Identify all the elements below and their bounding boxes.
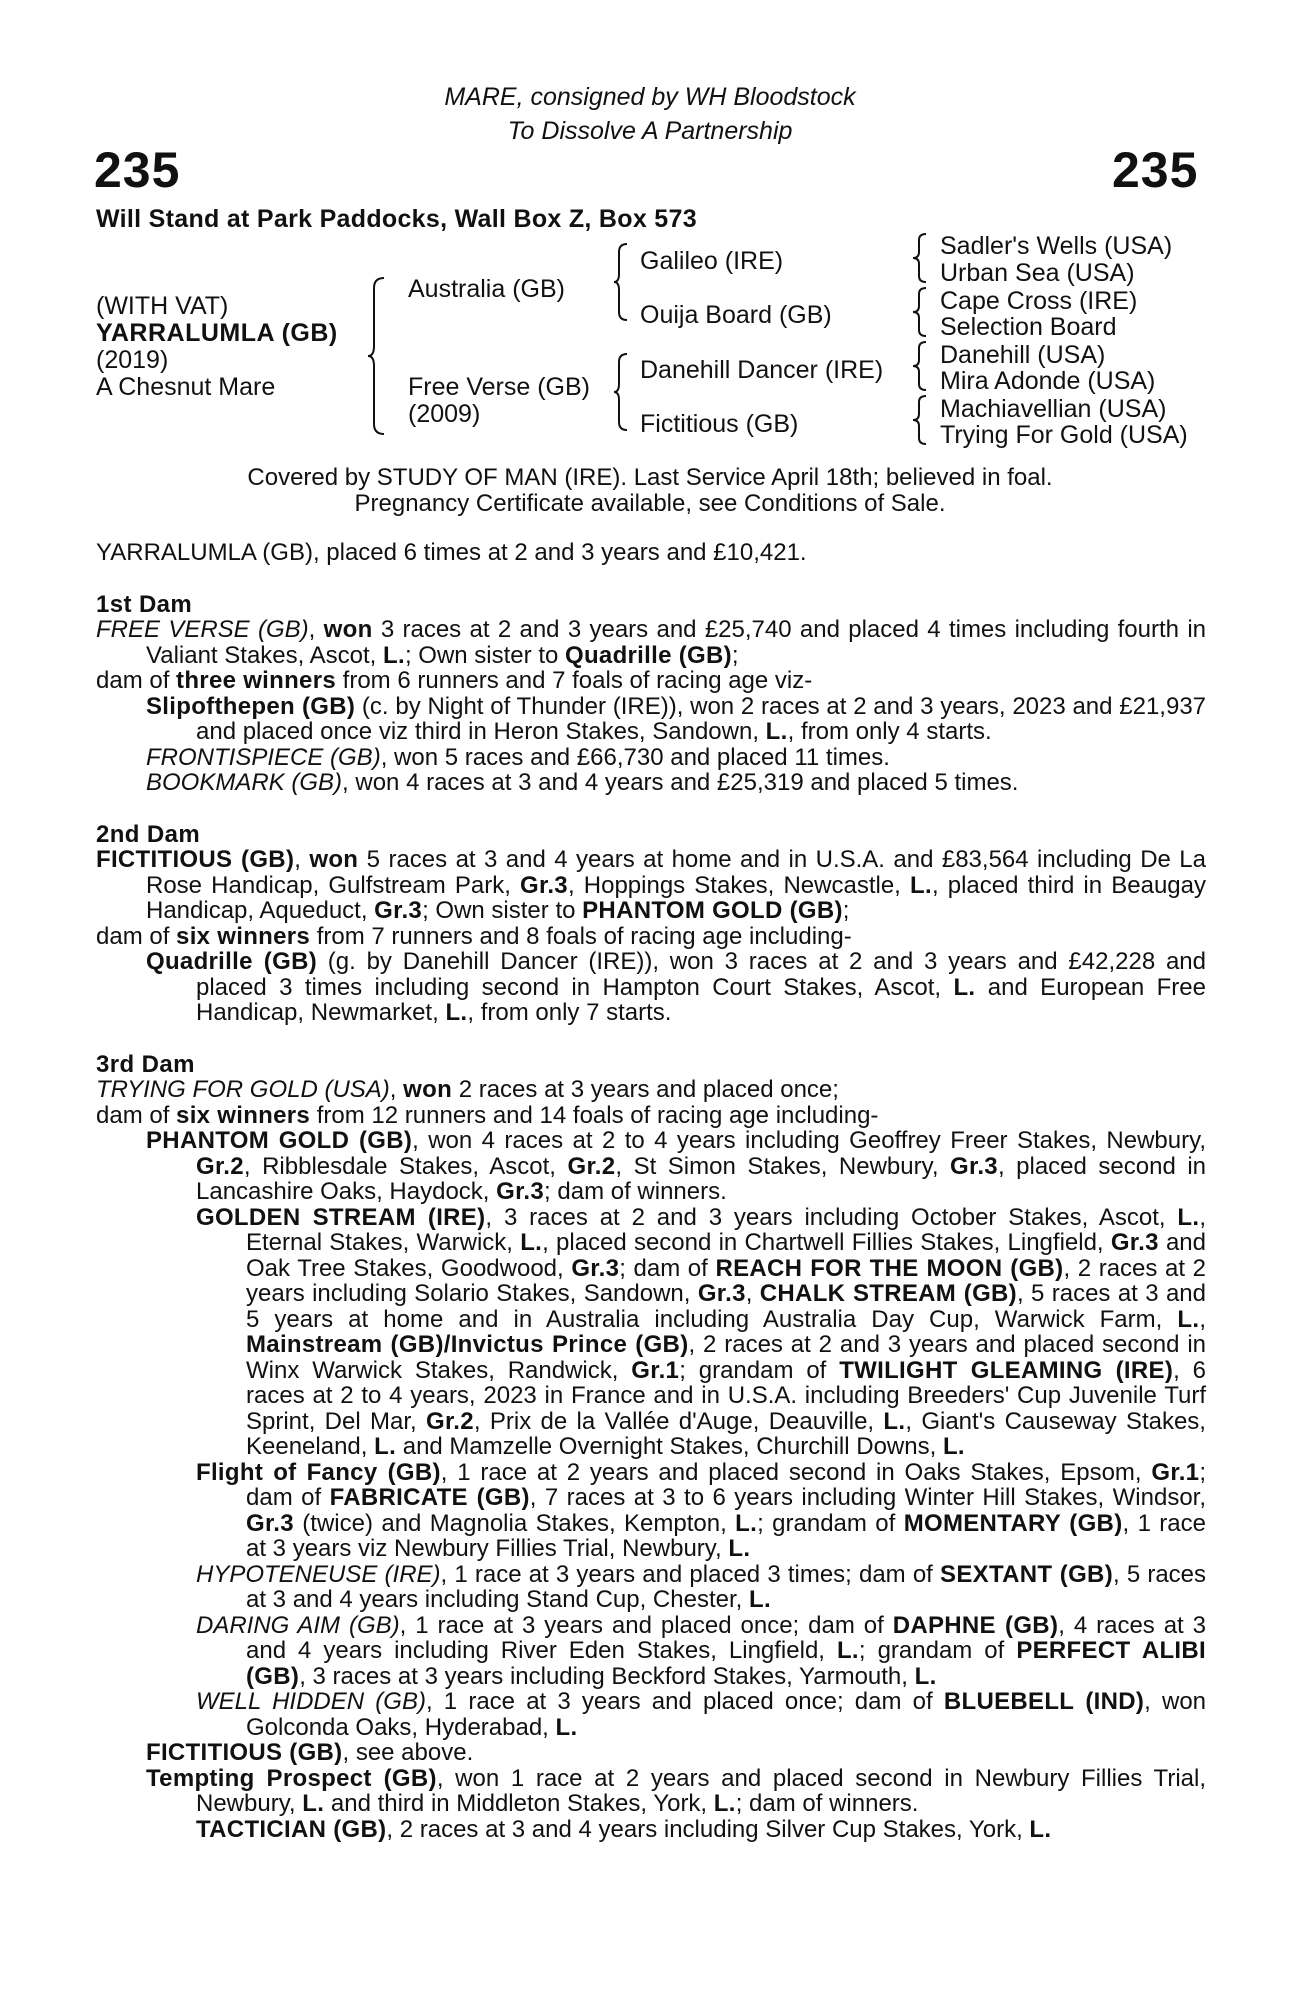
pedigree-gen4-5: Danehill (USA): [940, 341, 1106, 369]
pedigree-gen4-2: Urban Sea (USA): [940, 259, 1135, 287]
list-item: TACTICIAN (GB), 2 races at 3 and 4 years including Silver Cup Stakes, York, L.: [196, 1815, 1052, 1843]
lot-number-left: 235: [94, 142, 181, 198]
pedigree-brace-g4-4: [910, 394, 930, 446]
covering-line-2: Pregnancy Certificate available, see Conditions of Sale.: [354, 490, 946, 517]
produce-record: [96, 540, 1206, 1842]
pedigree-brace-main: [366, 276, 388, 436]
second-dam-record: FICTITIOUS (GB), won 5 races at 3 and 4 years at home and in U.S.A. and £83,564 including De La Rose Handicap, Gulfstream Park, Gr.3, Hoppings Stakes, Newcastle, L., placed third in Beaugay Handicap, Aqueduct, Gr.3; Own sister to PHANTOM GOLD (GB);: [96, 846, 1207, 924]
horse-summary: YARRALUMLA (GB), placed 6 times at 2 and 3 years and £10,421.: [96, 539, 807, 566]
first-dam-heading: 1st Dam: [96, 590, 193, 618]
dam: Free Verse (GB): [408, 373, 590, 401]
stand-location: Will Stand at Park Paddocks, Wall Box Z, Box 573: [96, 205, 697, 233]
lot-number-right: 235: [1112, 142, 1199, 198]
dam-year: (2009): [408, 400, 481, 428]
vat-note: (WITH VAT): [96, 292, 229, 320]
pedigree-brace-g4-3: [910, 340, 930, 392]
pedigree-gen4-3: Cape Cross (IRE): [940, 287, 1138, 315]
sire: Australia (GB): [408, 275, 565, 303]
list-item: FICTITIOUS (GB), see above.: [146, 1739, 474, 1766]
pedigree-gen4-1: Sadler's Wells (USA): [940, 232, 1173, 260]
pedigree-gen3-2: Ouija Board (GB): [640, 301, 832, 329]
pedigree-brace-g4-2: [910, 286, 930, 338]
list-item: Quadrille (GB) (g. by Danehill Dancer (IRE)), won 3 races at 2 and 3 years and £42,228 and placed 3 times including second in Hampton Court Stakes, Ascot, L. and European Free Handicap, Newmarket, L., from only 7 starts.: [146, 948, 1206, 1026]
list-item: Flight of Fancy (GB), 1 race at 2 years and placed second in Oaks Stakes, Epsom, Gr.1; dam of FABRICATE (GB), 7 races at 3 to 6 years including Winter Hill Stakes, Windsor, Gr.3 (twice) and Magnolia Stakes, Kempton, L.; grandam of MOMENTARY (GB), 1 race at 3 years viz Newbury Fillies Trial, Newbury, L.: [196, 1458, 1207, 1562]
list-item: GOLDEN STREAM (IRE), 3 races at 2 and 3 years including October Stakes, Ascot, L., Eternal Stakes, Warwick, L., placed second in Chartwell Fillies Stakes, Lingfield, Gr.3 and Oak Tree Stakes, Goodwood, Gr.3; dam of REACH FOR THE MOON (GB), 2 races at 2 years including Solario Stakes, Sandown, Gr.3, CHALK STREAM (GB), 5 races at 3 and 5 years at home and in Australia including Australia Day Cup, Warwick Farm, L., Mainstream (GB)/Invictus Prince (GB), 2 races at 2 and 3 years and placed second in Winx Warwick Stakes, Randwick, Gr.1; grandam of TWILIGHT GLEAMING (IRE), 6 races at 2 to 4 years, 2023 in France and in U.S.A. including Breeders' Cup Juvenile Turf Sprint, Del Mar, Gr.2, Prix de la Vallée d'Auge, Deauville, L., Giant's Causeway Stakes, Keeneland, L. and Mamzelle Overnight Stakes, Churchill Downs, L.: [196, 1203, 1207, 1460]
consignment-line-1: MARE, consigned by WH Bloodstock: [444, 83, 856, 111]
third-dam-record: TRYING FOR GOLD (USA), won 2 races at 3 years and placed once;: [96, 1076, 839, 1103]
pedigree-gen4-7: Machiavellian (USA): [940, 395, 1167, 423]
pedigree-gen4-8: Trying For Gold (USA): [940, 421, 1188, 449]
list-item: FRONTISPIECE (GB), won 5 races and £66,730 and placed 11 times.: [146, 743, 890, 771]
list-item: HYPOTENEUSE (IRE), 1 race at 3 years and placed 3 times; dam of SEXTANT (GB), 5 races at 3 and 4 years including Stand Cup, Chester, L.: [196, 1560, 1207, 1613]
list-item: PHANTOM GOLD (GB), won 4 races at 2 to 4 years including Geoffrey Freer Stakes, Newbury, Gr.2, Ribblesdale Stakes, Ascot, Gr.2, St Simon Stakes, Newbury, Gr.3, placed second in Lancashire Oaks, Haydock, Gr.3; dam of winners.: [146, 1127, 1206, 1205]
pedigree-gen3-3: Danehill Dancer (IRE): [640, 356, 884, 384]
third-dam-produce-summary: dam of six winners from 12 runners and 14 foals of racing age including-: [96, 1101, 879, 1129]
list-item: Tempting Prospect (GB), won 1 race at 2 years and placed second in Newbury Fillies Trial, Newbury, L. and third in Middleton Stakes, York, L.; dam of winners.: [146, 1764, 1206, 1817]
consignment-line-2: To Dissolve A Partnership: [507, 117, 793, 145]
list-item: WELL HIDDEN (GB), 1 race at 3 years and placed once; dam of BLUEBELL (IND), won Golconda Oaks, Hyderabad, L.: [196, 1688, 1207, 1741]
pedigree-brace-sire: [612, 242, 630, 322]
pedigree-gen3-4: Fictitious (GB): [640, 410, 799, 438]
third-dam-heading: 3rd Dam: [96, 1050, 195, 1078]
pedigree-brace-dam: [612, 352, 630, 432]
second-dam-produce-summary: dam of six winners from 7 runners and 8 foals of racing age including-: [96, 922, 852, 950]
list-item: DARING AIM (GB), 1 race at 3 years and placed once; dam of DAPHNE (GB), 4 races at 3 and 4 years including River Eden Stakes, Lingfield, L.; grandam of PERFECT ALIBI (GB), 3 races at 3 years including Beckford Stakes, Yarmouth, L.: [196, 1611, 1206, 1690]
second-dam-heading: 2nd Dam: [96, 820, 201, 848]
list-item: Slipofthepen (GB) (c. by Night of Thunder (IRE)), won 2 races at 2 and 3 years, 2023 and £21,937 and placed once viz third in Heron Stakes, Sandown, L., from only 4 starts.: [146, 692, 1207, 745]
list-item: BOOKMARK (GB), won 4 races at 3 and 4 years and £25,319 and placed 5 times.: [146, 769, 1019, 796]
horse-description: A Chesnut Mare: [96, 373, 276, 401]
pedigree-gen4-6: Mira Adonde (USA): [940, 367, 1156, 395]
horse-year: (2019): [96, 346, 169, 374]
pedigree-brace-g4-1: [910, 232, 930, 284]
pedigree-gen4-4: Selection Board: [940, 313, 1117, 341]
first-dam-record: FREE VERSE (GB), won 3 races at 2 and 3 years and £25,740 and placed 4 times including fourth in Valiant Stakes, Ascot, L.; Own sister to Quadrille (GB);: [96, 616, 1206, 669]
pedigree-gen3-1: Galileo (IRE): [640, 247, 784, 275]
horse-name: YARRALUMLA (GB): [96, 319, 338, 347]
first-dam-produce-summary: dam of three winners from 6 runners and 7 foals of racing age viz-: [96, 667, 813, 694]
covering-line-1: Covered by STUDY OF MAN (IRE). Last Service April 18th; believed in foal.: [247, 464, 1053, 491]
